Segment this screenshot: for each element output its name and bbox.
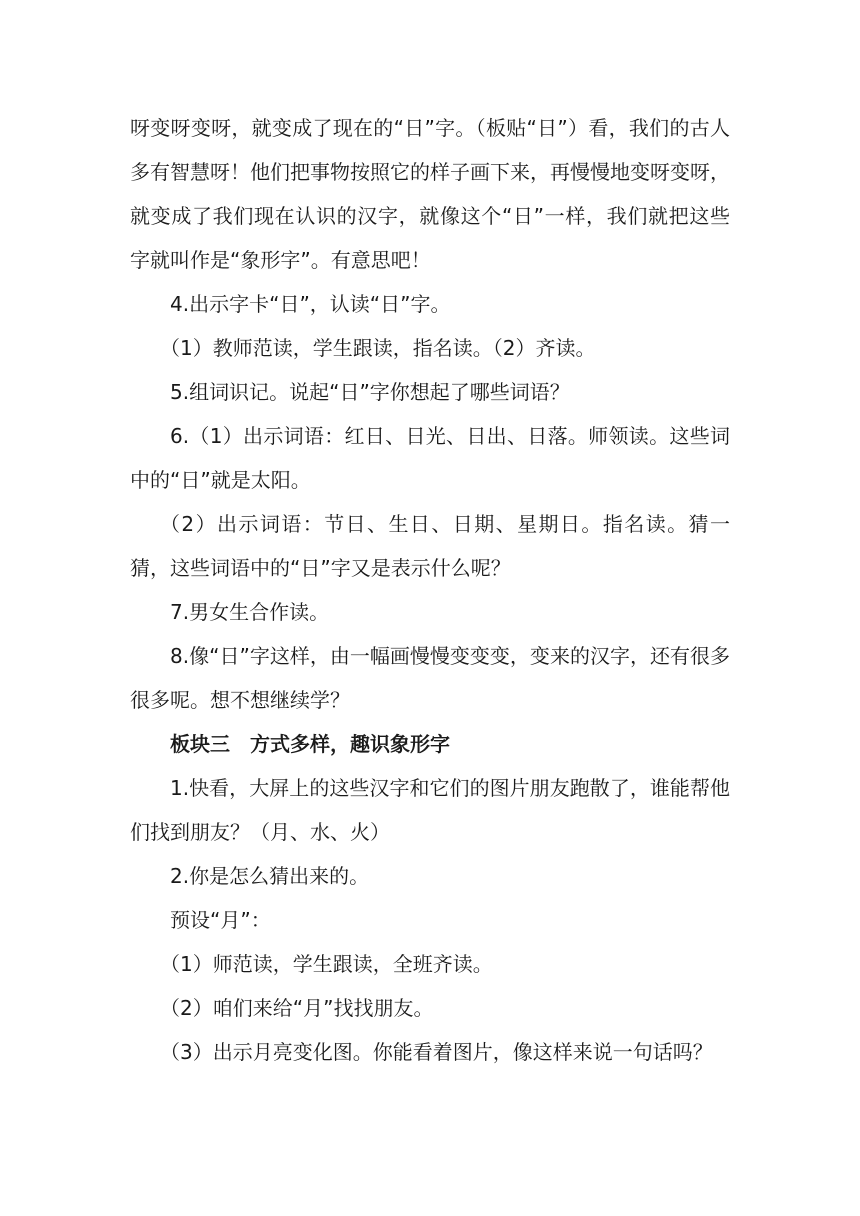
section-heading: 板块三 方式多样，趣识象形字	[170, 732, 450, 756]
paragraph-step-6-sub: （2）出示词语：节日、生日、日期、星期日。指名读。猜一猜，这些词语中的“日”字又是表示什么呢？	[130, 512, 730, 580]
paragraph-preset-sub-1: （1）师范读，学生跟读，全班齐读。	[160, 952, 493, 976]
paragraph-preset-sub-2: （2）咱们来给“月”找找朋友。	[160, 996, 434, 1020]
paragraph-preset-sub-3: （3）出示月亮变化图。你能看着图片，像这样来说一句话吗？	[160, 1040, 713, 1064]
paragraph-step-5: 5.组词识记。说起“日”字你想起了哪些词语？	[170, 380, 570, 404]
paragraph-section3-step-1: 1.快看，大屏上的这些汉字和它们的图片朋友跑散了，谁能帮他们找到朋友？（月、水、火）	[130, 776, 730, 844]
paragraph-step-6: 6.（1）出示词语：红日、日光、日出、日落。师领读。这些词中的“日”就是太阳。	[130, 424, 730, 492]
paragraph-step-8: 8.像“日”字这样，由一幅画慢慢变变变，变来的汉字，还有很多很多呢。想不想继续学？	[130, 644, 730, 712]
document-body	[130, 106, 730, 1074]
paragraph-continuation: 呀变呀变呀，就变成了现在的“日”字。（板贴“日”）看，我们的古人多有智慧呀！他们把事物按照它的样子画下来，再慢慢地变呀变呀，就变成了我们现在认识的汉字，就像这个“日”一样，我们就把这些字就叫作是“象形字”。有意思吧！	[130, 116, 730, 272]
paragraph-step-4-sub: （1）教师范读，学生跟读，指名读。（2）齐读。	[160, 336, 596, 360]
paragraph-step-4: 4.出示字卡“日”，认读“日”字。	[170, 292, 451, 316]
paragraph-step-7: 7.男女生合作读。	[170, 600, 330, 624]
paragraph-section3-step-2: 2.你是怎么猜出来的。	[170, 864, 370, 888]
paragraph-preset: 预设“月”：	[170, 908, 271, 932]
